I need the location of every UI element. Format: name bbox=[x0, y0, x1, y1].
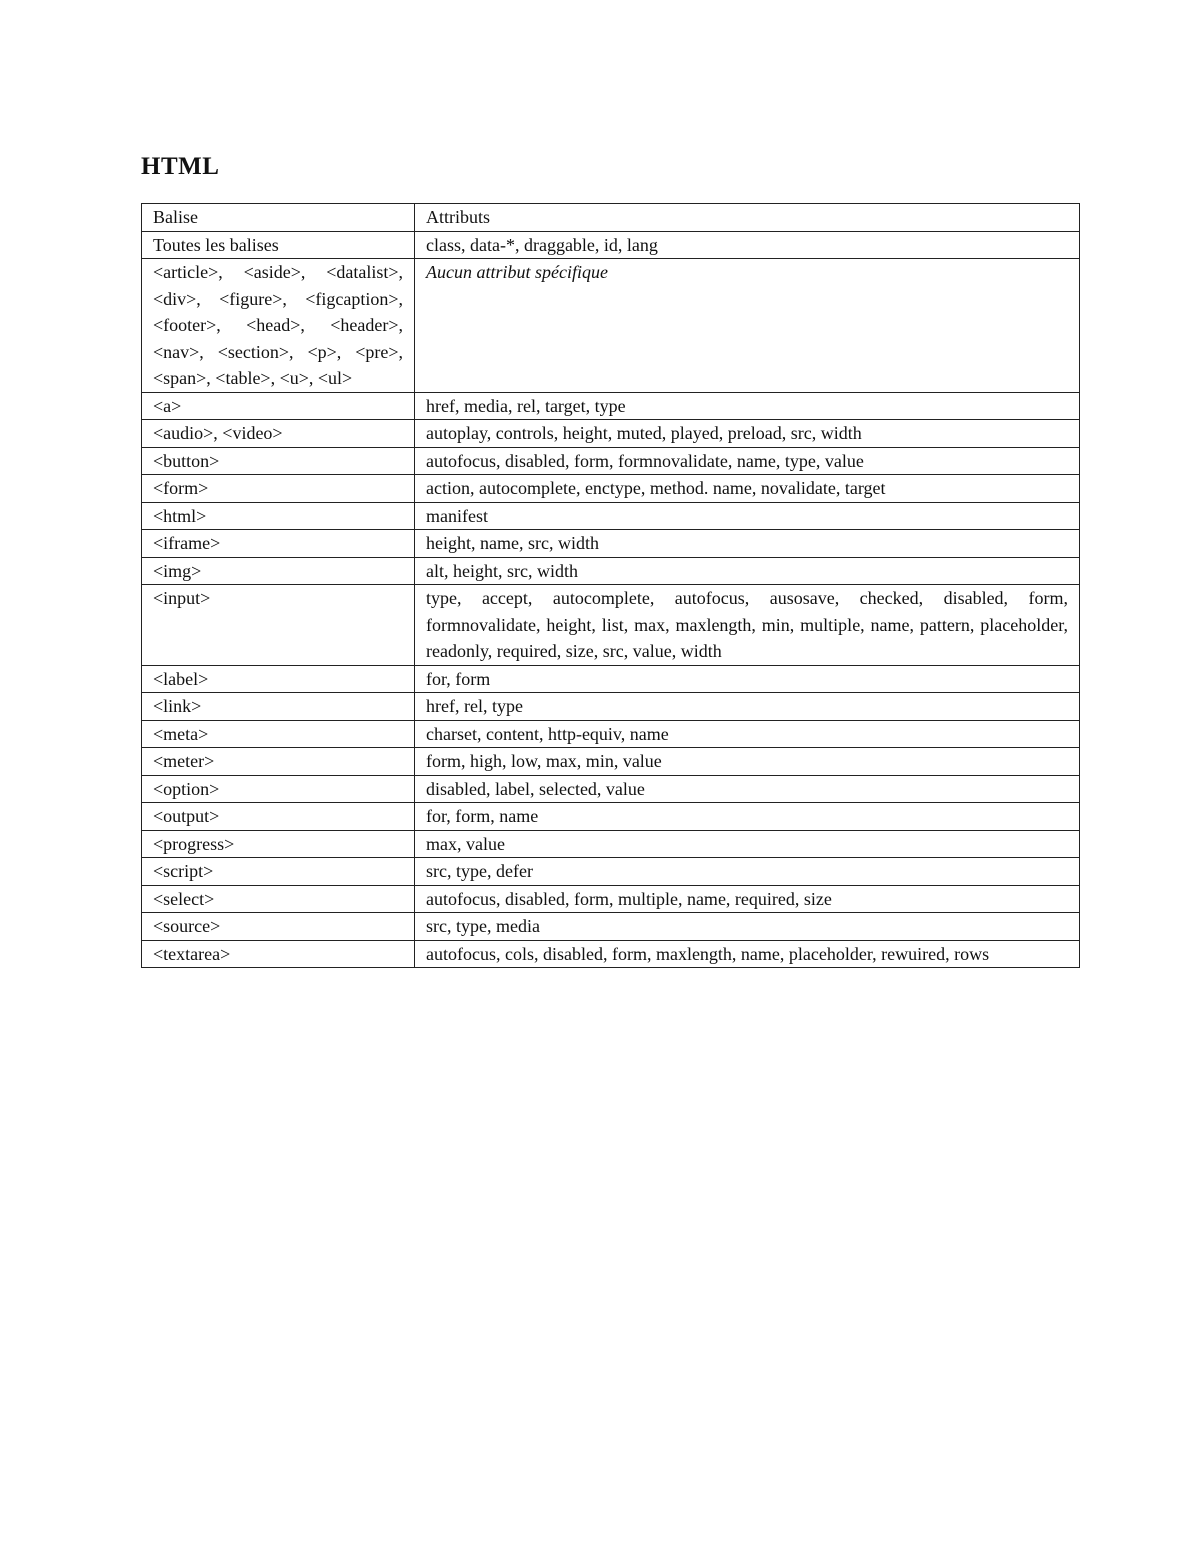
table-row bbox=[142, 475, 1080, 503]
attributes-cell: alt, height, src, width bbox=[415, 557, 1080, 585]
tag-cell: <article>, <aside>, <datalist>, <div>, <figure>, <figcaption>, <footer>, <head>, <header>, <nav>, <section>, <p>, <pre>, <span>, <table>, <u>, <ul> bbox=[142, 259, 415, 393]
attributes-cell: for, form, name bbox=[415, 803, 1080, 831]
table-row bbox=[142, 502, 1080, 530]
table-row bbox=[142, 585, 1080, 666]
tag-cell: Toutes les balises bbox=[142, 231, 415, 259]
attributes-table bbox=[141, 203, 1080, 968]
tag-cell: <img> bbox=[142, 557, 415, 585]
tag-cell: <audio>, <video> bbox=[142, 420, 415, 448]
tag-cell: <option> bbox=[142, 775, 415, 803]
tag-cell: <meter> bbox=[142, 748, 415, 776]
page-title: HTML bbox=[141, 153, 220, 180]
attributes-cell: height, name, src, width bbox=[415, 530, 1080, 558]
table-row bbox=[142, 913, 1080, 941]
attributes-cell: for, form bbox=[415, 665, 1080, 693]
attributes-cell: form, high, low, max, min, value bbox=[415, 748, 1080, 776]
tag-cell: <output> bbox=[142, 803, 415, 831]
attributes-cell: charset, content, http-equiv, name bbox=[415, 720, 1080, 748]
attributes-cell: type, accept, autocomplete, autofocus, ausosave, checked, disabled, form, formnovalidate, height, list, max, maxlength, min, multiple, name, pattern, placeholder, readonly, required, size, src, value, width bbox=[415, 585, 1080, 666]
table-header-row bbox=[142, 204, 1080, 232]
table-row bbox=[142, 420, 1080, 448]
table-row bbox=[142, 720, 1080, 748]
table-row bbox=[142, 557, 1080, 585]
attributes-cell: autofocus, disabled, form, formnovalidate, name, type, value bbox=[415, 447, 1080, 475]
tag-cell: <select> bbox=[142, 885, 415, 913]
table-row bbox=[142, 940, 1080, 968]
table-row bbox=[142, 693, 1080, 721]
tag-cell: <html> bbox=[142, 502, 415, 530]
tag-cell: <meta> bbox=[142, 720, 415, 748]
attributes-cell: href, rel, type bbox=[415, 693, 1080, 721]
tag-cell: <textarea> bbox=[142, 940, 415, 968]
attributes-cell: max, value bbox=[415, 830, 1080, 858]
tag-cell: <input> bbox=[142, 585, 415, 666]
attributes-cell: src, type, defer bbox=[415, 858, 1080, 886]
table-row bbox=[142, 231, 1080, 259]
attributes-cell: href, media, rel, target, type bbox=[415, 392, 1080, 420]
table-row bbox=[142, 530, 1080, 558]
table-row bbox=[142, 803, 1080, 831]
attributes-cell: disabled, label, selected, value bbox=[415, 775, 1080, 803]
table-row bbox=[142, 392, 1080, 420]
attributes-cell: autofocus, cols, disabled, form, maxlength, name, placeholder, rewuired, rows bbox=[415, 940, 1080, 968]
header-cell-tag: Balise bbox=[142, 204, 415, 232]
attributes-cell: class, data-*, draggable, id, lang bbox=[415, 231, 1080, 259]
table-row bbox=[142, 748, 1080, 776]
header-cell-attributes: Attributs bbox=[415, 204, 1080, 232]
attributes-cell: src, type, media bbox=[415, 913, 1080, 941]
table-row bbox=[142, 259, 1080, 393]
tag-cell: <button> bbox=[142, 447, 415, 475]
table-row bbox=[142, 447, 1080, 475]
table-row bbox=[142, 858, 1080, 886]
table-row bbox=[142, 665, 1080, 693]
tag-cell: <source> bbox=[142, 913, 415, 941]
table-body bbox=[142, 204, 1080, 968]
attributes-cell: autofocus, disabled, form, multiple, name, required, size bbox=[415, 885, 1080, 913]
attributes-cell: manifest bbox=[415, 502, 1080, 530]
tag-cell: <label> bbox=[142, 665, 415, 693]
tag-cell: <form> bbox=[142, 475, 415, 503]
attributes-cell: autoplay, controls, height, muted, played, preload, src, width bbox=[415, 420, 1080, 448]
attributes-cell: Aucun attribut spécifique bbox=[415, 259, 1080, 393]
tag-cell: <script> bbox=[142, 858, 415, 886]
tag-cell: <a> bbox=[142, 392, 415, 420]
table-row bbox=[142, 775, 1080, 803]
tag-cell: <link> bbox=[142, 693, 415, 721]
table-row bbox=[142, 830, 1080, 858]
table-row bbox=[142, 885, 1080, 913]
attributes-cell: action, autocomplete, enctype, method. name, novalidate, target bbox=[415, 475, 1080, 503]
tag-cell: <iframe> bbox=[142, 530, 415, 558]
tag-cell: <progress> bbox=[142, 830, 415, 858]
